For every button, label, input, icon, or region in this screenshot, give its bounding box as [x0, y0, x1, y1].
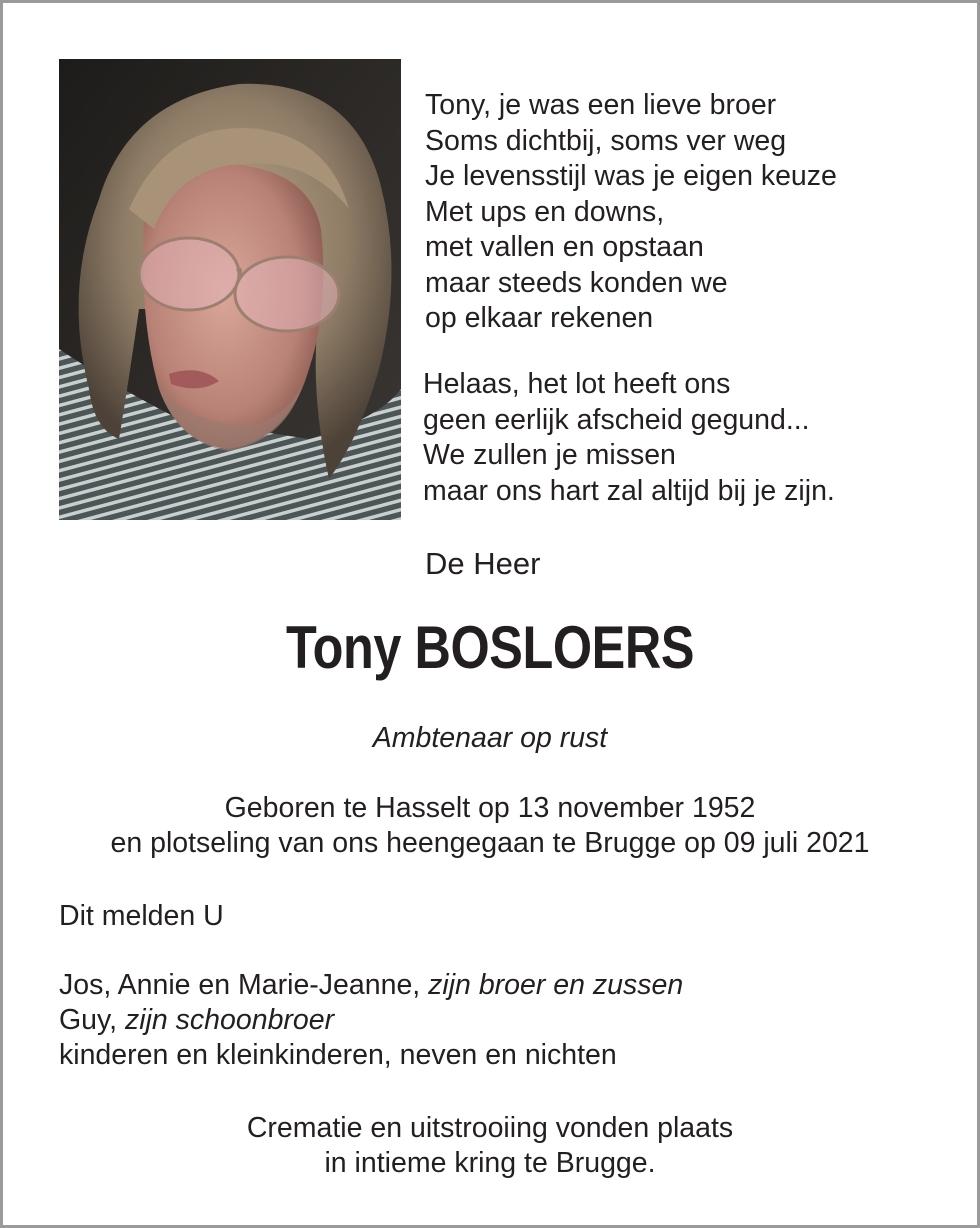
poem-line: Je levensstijl was je eigen keuze — [425, 160, 837, 192]
portrait-photo — [59, 59, 401, 520]
poem-line: Helaas, het lot heeft ons — [423, 368, 731, 400]
poem-line: met vallen en opstaan — [425, 231, 704, 263]
poem-stanza-2 — [423, 367, 835, 509]
family-list — [59, 968, 683, 1073]
poem-line: op elkaar rekenen — [425, 302, 654, 334]
family-names: Guy, — [59, 1004, 118, 1036]
honorific: De Heer — [425, 546, 541, 581]
deceased-name: Tony BOSLOERS — [285, 614, 695, 681]
family-relation: zijn broer en zussen — [428, 969, 684, 1001]
birth-death-dates — [0, 791, 980, 861]
poem-line: maar ons hart zal altijd bij je zijn. — [423, 474, 835, 507]
poem-line: Met ups en downs, — [425, 195, 665, 228]
poem-line: Tony, je was een lieve broer — [425, 89, 777, 121]
birth-line: Geboren te Hasselt op 13 november 1952 — [224, 792, 756, 824]
family-line — [59, 1038, 683, 1073]
closing-line: Crematie en uitstrooiing vonden plaats — [246, 1112, 734, 1144]
death-line: en plotseling van ons heengegaan te Brugge op 09 juli 2021 — [110, 827, 870, 859]
closing-line: in intieme kring te Brugge. — [324, 1147, 656, 1179]
portrait-image — [59, 59, 401, 520]
poem-line: maar steeds konden we — [425, 266, 728, 299]
family-names: Jos, Annie en Marie-Jeanne, — [59, 969, 421, 1001]
closing-text — [0, 1111, 980, 1181]
announcement: Dit melden U — [59, 900, 224, 932]
poem-line: We zullen je missen — [423, 439, 676, 471]
family-names: kinderen en kleinkinderen, neven en nichten — [59, 1039, 617, 1071]
family-relation: zijn schoonbroer — [125, 1004, 335, 1036]
poem-stanza-1 — [425, 88, 837, 337]
poem-line: Soms dichtbij, soms ver weg — [425, 124, 787, 157]
family-line — [59, 968, 683, 1003]
occupation: Ambtenaar op rust — [372, 722, 608, 754]
poem-line: geen eerlijk afscheid gegund... — [423, 403, 810, 436]
family-line — [59, 1003, 683, 1038]
